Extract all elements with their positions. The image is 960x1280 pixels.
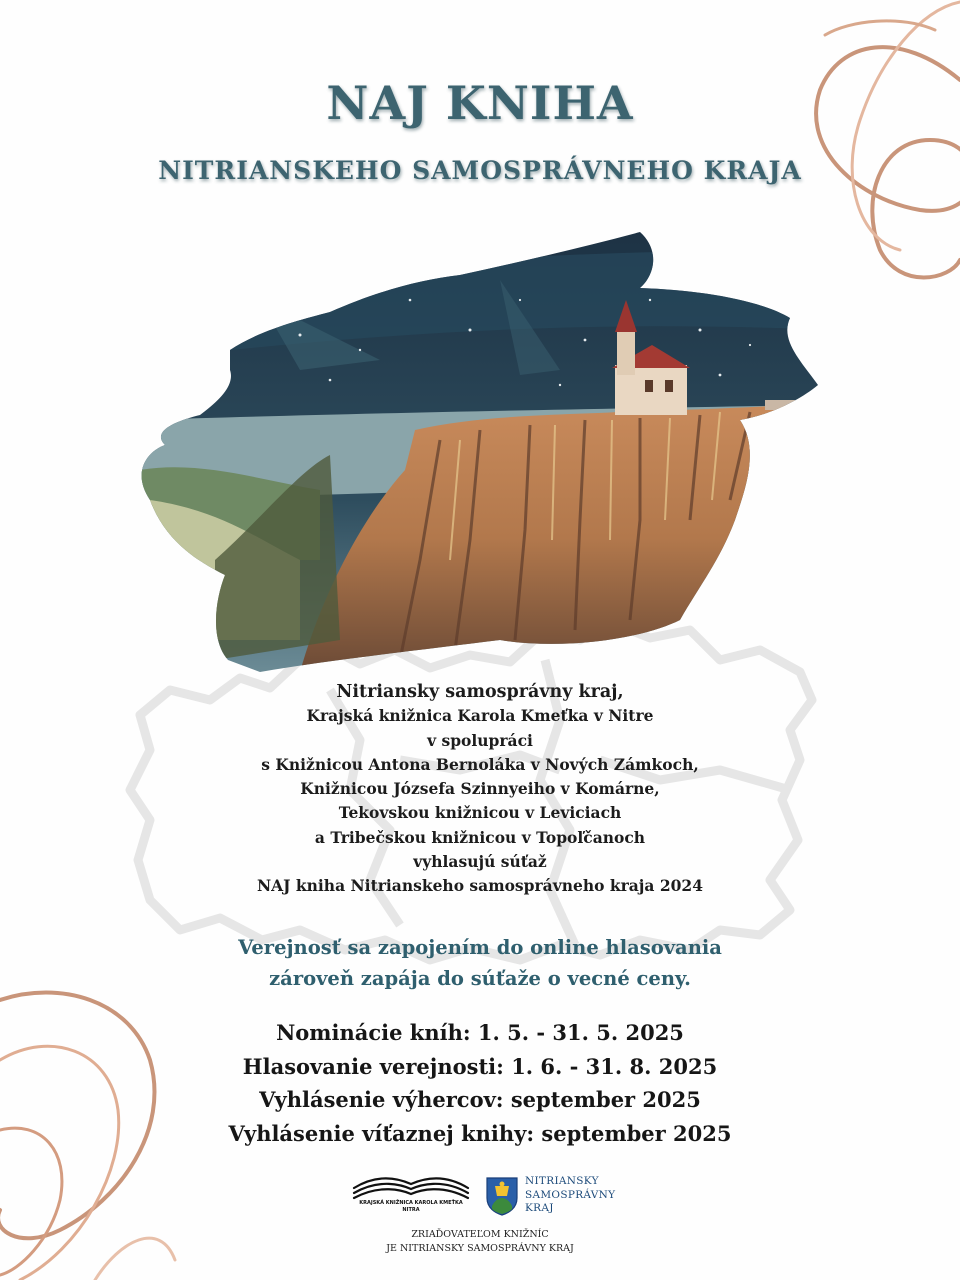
highlight-line: Verejnosť sa zapojením do online hlasovania [238,936,722,959]
public-voting-note [130,932,830,994]
organizer-line: vyhlasujú súťaž [413,852,547,872]
nsk-crest-icon [485,1176,519,1216]
nsk-name [525,1175,645,1216]
poster-subtitle: NITRIANSKEHO SAMOSPRÁVNEHO KRAJA [158,156,802,185]
organizer-line: v spolupráci [427,730,533,750]
schedule [130,1016,830,1150]
library-logo-text [350,1200,472,1214]
poster-title: NAJ KNIHA [326,76,634,130]
nsk-name-line: KRAJ [525,1202,554,1214]
organizers-text [180,680,780,899]
founder-line: ZRIAĎOVATEĽOM KNIŽNÍC [411,1229,549,1240]
founder-line: JE NITRIANSKY SAMOSPRÁVNY KRAJ [386,1242,574,1254]
nsk-name-line: NITRIANSKY [525,1175,599,1187]
schedule-item: Nominácie kníh: 1. 5. - 31. 5. 2025 [276,1020,684,1045]
schedule-item: Vyhlásenie víťaznej knihy: september 2025 [228,1120,732,1146]
organizer-line: a Tribečskou knižnicou v Topoľčanoch [314,827,646,847]
schedule-item: Vyhlásenie výhercov: september 2025 [259,1087,701,1112]
highlight-line: zároveň zapája do súťaže o vecné ceny. [269,967,691,990]
organizer-line: Tekovskou knižnicou v Leviciach [338,803,622,823]
organizer-line: Knižnicou Józsefa Szinnyeiho v Komárne, [300,779,660,799]
organizer-line: s Knižnicou Antona Bernoláka v Nových Zámkoch, [261,754,699,774]
organizer-line: Krajská knižnica Karola Kmeťka v Nitre [306,706,654,726]
founder-note [330,1228,630,1255]
library-logo-name: KRAJSKÁ KNIŽNICA KAROLA KMEŤKA [359,1200,463,1206]
library-logo-city: NITRA [402,1207,420,1213]
schedule-item: Hlasovanie verejnosti: 1. 6. - 31. 8. 2025 [242,1053,718,1079]
nsk-name-line: SAMOSPRÁVNY [525,1188,616,1201]
organizer-line: NAJ kniha Nitrianskeho samosprávneho kraja 2024 [256,876,703,896]
organizer-line: Nitriansky samosprávny kraj, [336,682,624,702]
